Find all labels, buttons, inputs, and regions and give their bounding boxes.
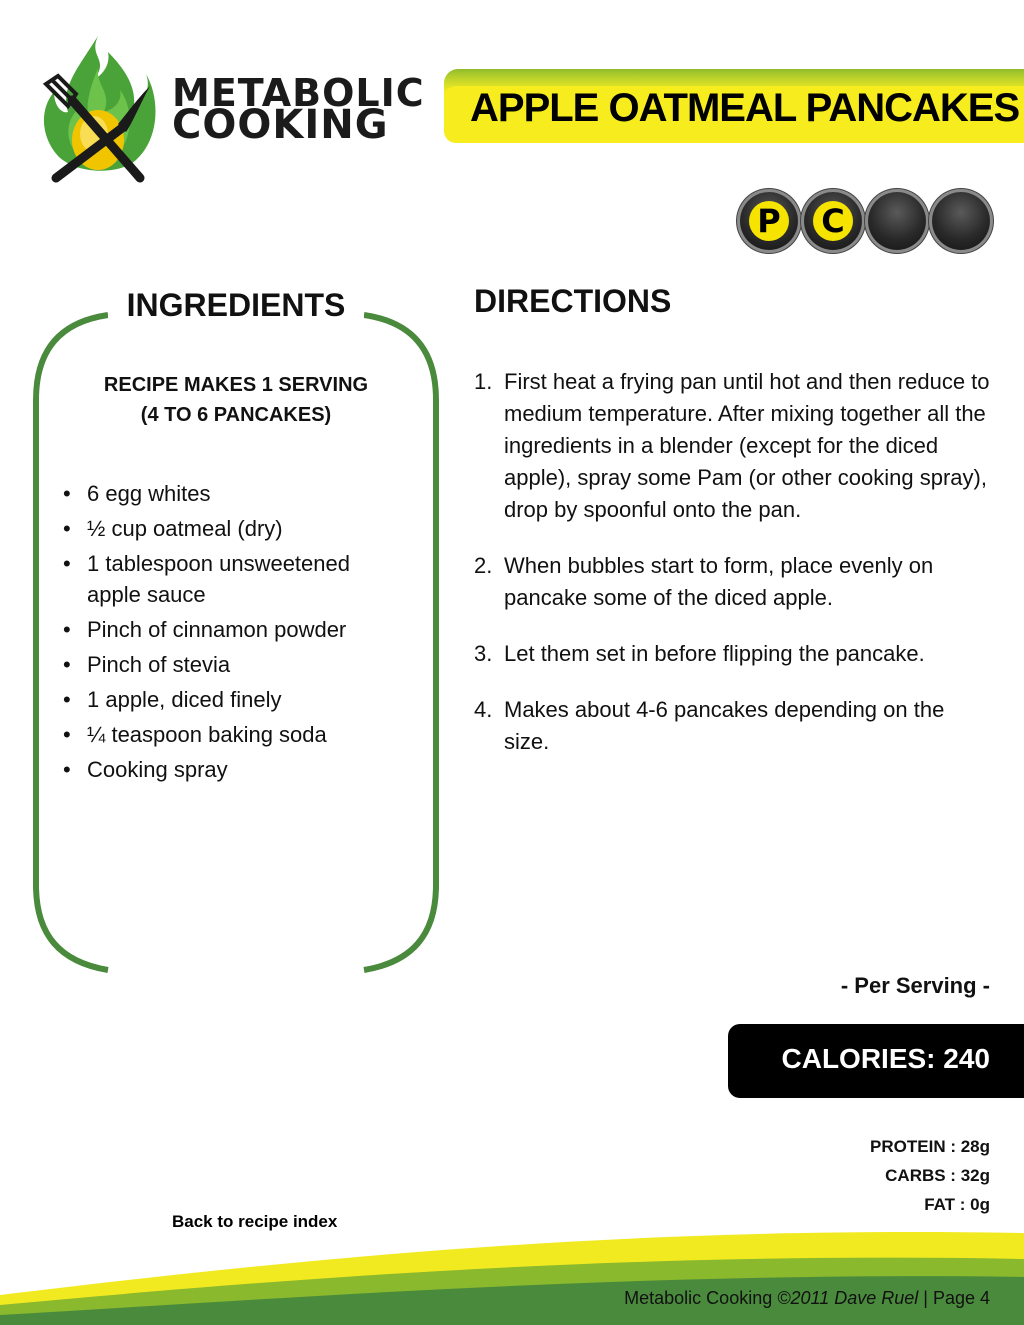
step-number: 2.	[474, 553, 493, 578]
ingredient-item: • Cooking spray	[60, 754, 400, 785]
carbs-badge	[804, 192, 862, 250]
brand-line-1: METABOLIC	[172, 71, 425, 115]
protein-badge	[740, 192, 798, 250]
carbs-badge-letter: C	[813, 201, 853, 241]
empty-badge-2	[932, 192, 990, 250]
per-serving-label: - Per Serving -	[840, 973, 990, 998]
step-text: First heat a frying pan until hot and then reduce to medium temperature. After mixing together all the ingredients in a blender (except for the diced apple), spray some Pam (or other cooking spray), drop by spoonful onto the pan.	[504, 369, 990, 522]
fat-value: FAT : 0g	[924, 1195, 990, 1214]
footer-text	[624, 1288, 990, 1309]
footer-page: | Page 4	[923, 1288, 990, 1308]
serving-line-2: (4 TO 6 PANCAKES)	[140, 404, 332, 426]
carbs-value: CARBS : 32g	[885, 1166, 990, 1185]
ingredient-item: • ¼ teaspoon baking soda	[60, 719, 400, 750]
back-to-recipe-index-link[interactable]: Back to recipe index	[172, 1212, 338, 1231]
ingredient-item: • Pinch of stevia	[60, 649, 400, 680]
footer-wave	[0, 1225, 1024, 1325]
ingredient-list	[60, 478, 400, 789]
step-number: 3.	[474, 641, 493, 666]
footer-site: Metabolic Cooking	[624, 1288, 773, 1308]
ingredient-item: • Pinch of cinnamon powder	[60, 614, 400, 645]
brand-line-2: COOKING	[172, 102, 389, 148]
empty-badge-1	[868, 192, 926, 250]
ingredient-item: • 6 egg whites	[60, 478, 400, 509]
protein-value: PROTEIN : 28g	[870, 1137, 990, 1156]
step-text: When bubbles start to form, place evenly on pancake some of the diced apple.	[504, 553, 934, 610]
ingredient-item: • 1 apple, diced finely	[60, 684, 400, 715]
direction-list	[474, 366, 994, 782]
ingredient-item: • ½ cup oatmeal (dry)	[60, 513, 400, 544]
protein-badge-letter: P	[749, 201, 789, 241]
direction-step	[474, 550, 994, 614]
serving-note	[70, 370, 402, 430]
direction-step	[474, 638, 994, 670]
step-number: 1.	[474, 369, 493, 394]
ingredient-item: • 1 tablespoon unsweetened apple sauce	[60, 548, 400, 610]
step-text: Let them set in before flipping the pancake.	[504, 641, 925, 666]
calories-value: CALORIES: 240	[781, 1043, 990, 1074]
recipe-title: APPLE OATMEAL PANCAKES	[470, 86, 1020, 130]
direction-step	[474, 366, 994, 526]
step-text: Makes about 4-6 pancakes depending on the size.	[504, 697, 945, 754]
ingredients-heading: INGREDIENTS	[108, 287, 364, 324]
directions-heading: DIRECTIONS	[474, 283, 672, 319]
footer-copyright: ©2011 Dave Ruel	[777, 1288, 919, 1308]
metabolic-cooking-logo	[38, 28, 158, 184]
direction-step	[474, 694, 994, 758]
step-number: 4.	[474, 697, 493, 722]
serving-line-1: RECIPE MAKES 1 SERVING	[103, 374, 369, 396]
